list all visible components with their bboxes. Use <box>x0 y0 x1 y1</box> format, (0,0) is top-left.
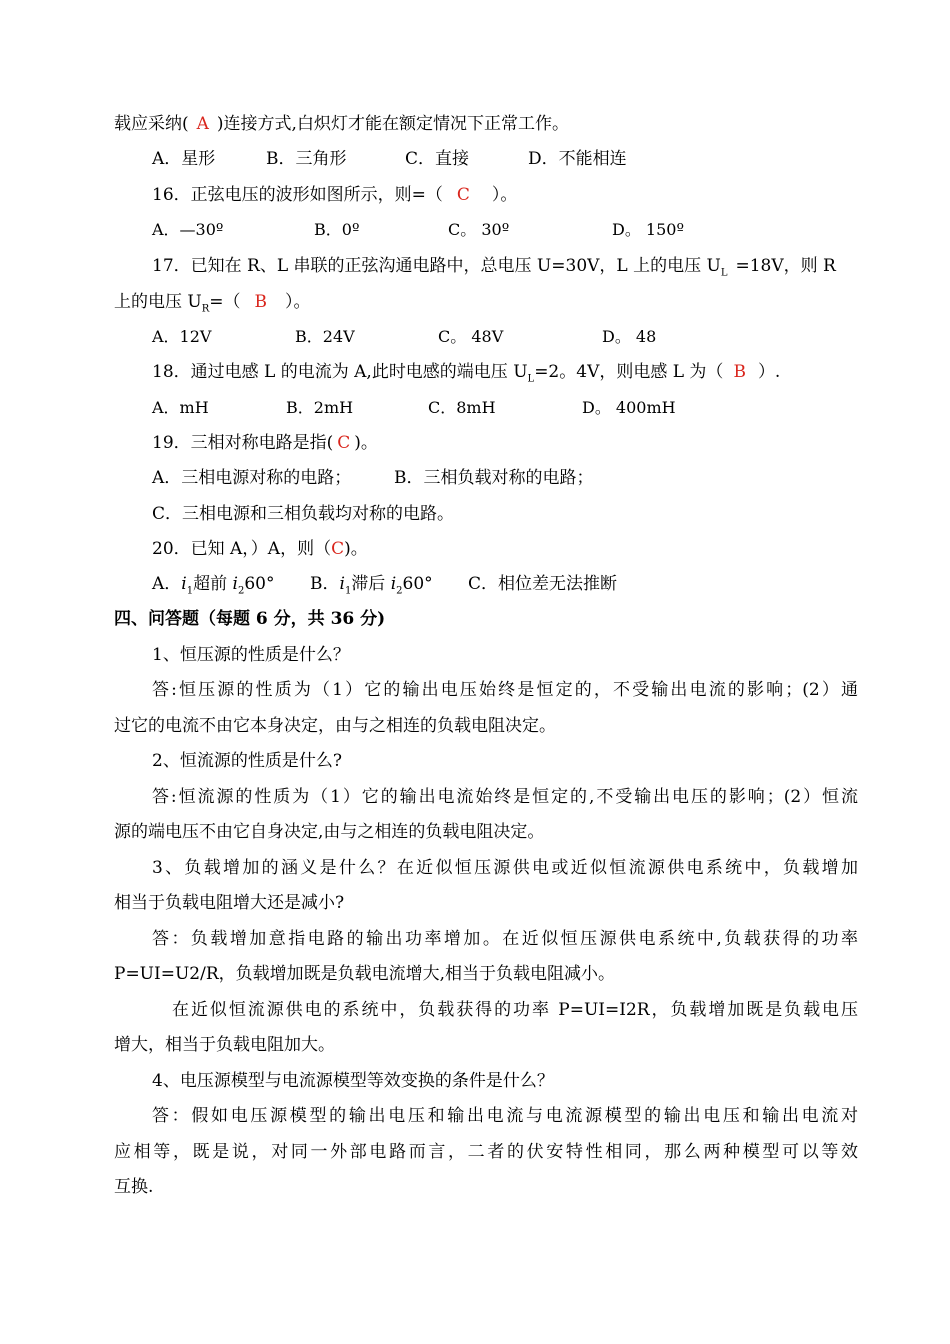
qa1-question: 1、恒压源的性质是什么？ <box>152 645 350 665</box>
q16-option-b: B．0º <box>314 220 360 239</box>
q16-answer: C <box>456 185 470 205</box>
q15-option-a: A．星形 <box>152 149 216 169</box>
q20-option-c: C．相位差无法推断 <box>468 574 618 594</box>
q20-stem-post: )。 <box>344 539 368 559</box>
qa1-answer-line2: 过它的电流不由它本身决定，由与之相连的负载电阻决定。 <box>114 716 556 736</box>
q20-b-post: 60° <box>402 574 433 594</box>
q20-b-var1: i <box>339 574 345 594</box>
q17-sub-r: R <box>201 303 210 315</box>
q20-b-sub2: 2 <box>396 585 403 597</box>
qa1-answer-line1: 答:恒压源的性质为（1）它的输出电压始终是恒定的，不受输出电流的影响；(2）通 <box>152 680 858 700</box>
section-heading: 四、问答题（每题 6 分，共 36 分) <box>114 609 386 629</box>
q20-stem <box>152 537 368 561</box>
q18-option-d: D。 400mH <box>582 398 676 417</box>
q19-stem <box>152 431 378 455</box>
q20-a-sub1: 1 <box>186 585 194 597</box>
q17-option-d: D。 48 <box>602 327 657 346</box>
q17-line2-pre: 上的电压 U <box>114 292 202 312</box>
q20-a-var2: i <box>232 574 238 594</box>
q17-line2-mid: =（ <box>209 292 241 312</box>
q17-stem-line2 <box>114 290 311 321</box>
q20-a-var1: i <box>181 574 187 594</box>
q20-a-prefix: A． <box>152 574 182 594</box>
q19-option-b: B．三相负载对称的电路； <box>394 468 594 488</box>
q16-option-c: C。 30º <box>448 220 510 239</box>
qa3-answer-line4: 增大，相当于负载电阻加大。 <box>114 1035 335 1055</box>
qa2-question: 2、恒流源的性质是什么? <box>152 751 342 771</box>
q16-stem-post: ）。 <box>491 185 518 205</box>
q15-stem <box>114 112 569 136</box>
qa4-question: 4、电压源模型与电流源模型等效变换的条件是什么？ <box>152 1071 554 1091</box>
q20-option-b <box>310 572 433 603</box>
qa3-answer-line3: 在近似恒流源供电的系统中，负载获得的功率 P=UI=I2R，负载增加既是负载电压 <box>172 1000 858 1020</box>
qa4-answer-line3: 互换. <box>114 1177 154 1197</box>
q17-stem-tail: =18V，则 R <box>735 256 836 276</box>
q15-option-c: C．直接 <box>405 149 470 169</box>
qa3-question-line1: 3、负载增加的涵义是什么？在近似恒压源供电或近似恒流源供电系统中，负载增加 <box>152 858 858 878</box>
q18-stem-pre: 18．通过电感 L 的电流为 A,此时电感的端电压 U <box>152 362 528 382</box>
q16-option-a: A．—30º <box>152 220 224 239</box>
q15-stem-post: )连接方式,白炽灯才能在额定情况下正常工作。 <box>216 114 569 134</box>
q16-stem-pre: 16．正弦电压的波形如图所示，则=（ <box>152 185 443 205</box>
q18-stem <box>152 360 780 391</box>
q20-a-sub2: 2 <box>237 585 245 597</box>
q20-a-post: 60° <box>244 574 275 594</box>
qa4-answer-line1: 答：假如电压源模型的输出电压和输出电流与电流源模型的输出电压和输出电流对 <box>152 1106 858 1126</box>
qa3-answer-line2: P=UI=U2/R，负载增加既是负载电流增大,相当于负载电阻减小。 <box>114 964 616 984</box>
q20-a-mid: 超前 <box>193 574 233 594</box>
qa3-answer-line1: 答：负载增加意指电路的输出功率增加。在近似恒压源供电系统中,负载获得的功率 <box>152 929 858 949</box>
q17-line2-post: ）。 <box>285 292 311 312</box>
q20-stem-pre: 20．已知 A，）A，则（ <box>152 539 332 559</box>
q18-stem-post: ）. <box>757 362 781 382</box>
q18-option-a: A．mH <box>152 398 209 417</box>
q19-stem-post: )。 <box>354 433 378 453</box>
q18-stem-mid: =2。4V，则电感 L 为（ <box>534 362 724 382</box>
qa3-question-line2: 相当于负载电阻增大还是减小? <box>114 893 345 913</box>
q19-option-a: A．三相电源对称的电路； <box>152 468 352 488</box>
q17-stem-line1 <box>152 254 836 285</box>
q15-answer: A <box>196 114 209 134</box>
q19-stem-pre: 19．三相对称电路是指( <box>152 433 334 453</box>
q18-answer: B <box>733 362 746 382</box>
q16-option-d: D。 150º <box>612 220 684 239</box>
q17-stem-text: 17．已知在 R、L 串联的正弦沟通电路中，总电压 U=30V，L 上的电压 U <box>152 256 721 276</box>
q15-stem-pre: 载应采纳( <box>114 114 189 134</box>
q20-b-prefix: B． <box>310 574 340 594</box>
q18-option-b: B．2mH <box>286 398 354 417</box>
q19-option-c: C．三相电源和三相负载均对称的电路。 <box>152 504 455 524</box>
q20-answer: C <box>331 539 345 559</box>
qa2-answer-line2: 源的端电压不由它自身决定,由与之相连的负载电阻决定。 <box>114 822 545 842</box>
q17-option-b: B．24V <box>295 327 355 346</box>
q20-b-sub1: 1 <box>344 585 352 597</box>
q15-option-b: B．三角形 <box>266 149 347 169</box>
qa2-answer-line1: 答:恒流源的性质为（1）它的输出电流始终是恒定的,不受输出电压的影响；(2）恒流 <box>152 787 858 807</box>
q18-sub-l: L <box>527 373 535 385</box>
q16-stem <box>152 183 517 207</box>
q20-b-mid: 滞后 <box>351 574 391 594</box>
q17-option-c: C。 48V <box>438 327 504 346</box>
q18-option-c: C．8mH <box>428 398 496 417</box>
q20-option-a <box>152 572 274 603</box>
q17-sub-l: L <box>720 267 728 279</box>
q15-option-d: D．不能相连 <box>528 149 627 169</box>
q19-answer: C <box>337 433 351 453</box>
qa4-answer-line2: 应相等，既是说，对同一外部电路而言，二者的伏安特性相同，那么两种模型可以等效 <box>114 1142 858 1162</box>
q17-answer: B <box>254 292 268 312</box>
q20-b-var2: i <box>390 574 397 594</box>
q17-option-a: A．12V <box>152 327 212 346</box>
